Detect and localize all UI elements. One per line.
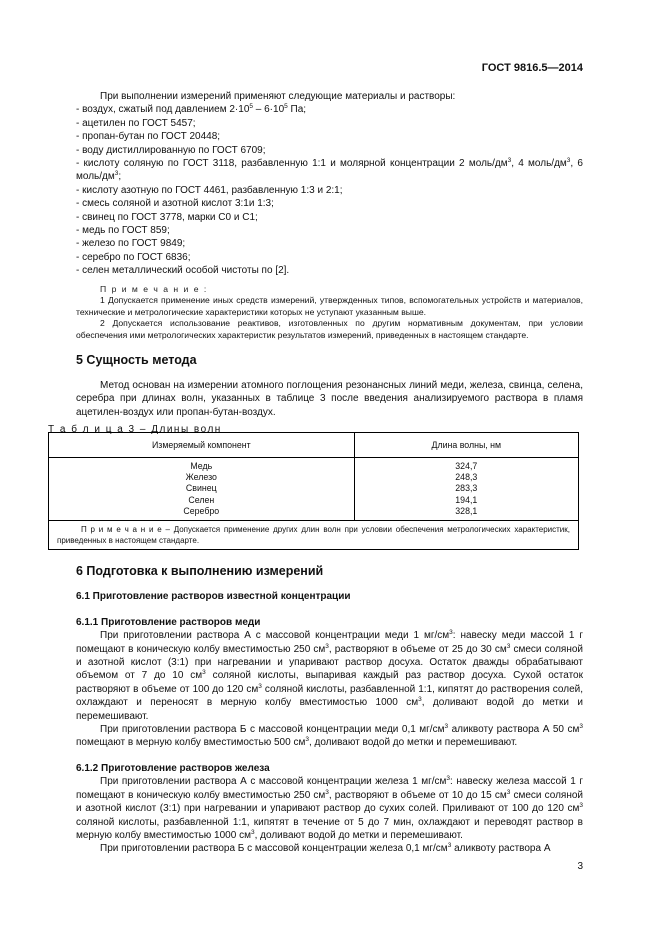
section-6-1-title: 6.1 Приготовление растворов известной концентрации (76, 591, 351, 603)
note-2: 2 Допускается использование реактивов, изготовленных по другим нормативным документам, при условии обеспечения ими метрологических характеристик результатов измерений, приведенных в настоящем стандарте. (76, 318, 583, 341)
material-water: - воду дистиллированную по ГОСТ 6709; (76, 144, 266, 156)
materials-intro: При выполнении измерений применяют следующие материалы и растворы: (100, 91, 456, 102)
table-component-cell: Медь Железо Свинец Селен Серебро (49, 458, 355, 521)
table-3-caption: Т а б л и ц а 3 – Длины волн (48, 424, 222, 436)
document-body (48, 90, 583, 437)
section-6-1-1-title: 6.1.1 Приготовление растворов меди (76, 616, 261, 628)
section-6-title: 6 Подготовка к выполнению измерений (76, 564, 324, 578)
material-hno3: - кислоту азотную по ГОСТ 4461, разбавленную 1:3 и 2:1; (76, 184, 343, 196)
section-6 (76, 565, 583, 856)
material-selenium: - селен металлический особой чистоты по [2]. (76, 265, 290, 277)
material-iron: - железо по ГОСТ 9849; (76, 238, 186, 250)
material-acetylene: - ацетилен по ГОСТ 5457; (76, 117, 196, 129)
page-number: 3 (577, 861, 583, 872)
material-copper: - медь по ГОСТ 859; (76, 225, 170, 237)
table-col-header: Длина волны, нм (354, 433, 578, 458)
table-3 (48, 432, 579, 550)
material-silver: - серебро по ГОСТ 6836; (76, 251, 191, 263)
material-air: - воздух, сжатый под давлением $2\cdot 10^5 - 6\cdot 10^5$ Па; (76, 103, 307, 116)
material-mix: - смесь соляной и азотной кислот 3:1и 1:3; (76, 198, 274, 210)
table-col-header: Измеряемый компонент (49, 433, 355, 458)
section-5-title: 5 Сущность метода (76, 352, 197, 367)
material-propane: - пропан-бутан по ГОСТ 20448; (76, 131, 221, 143)
note-1: 1 Допускается применение иных средств измерений, утвержденных типов, вспомогательных устройств и материалов, технические и метрологические характеристики которых не уступают указанным выше. (76, 295, 583, 317)
copper-solution-a: При приготовлении раствора А с массовой концентрации меди 1 $мг/см^3$: навеску меди массой 1 г помещают в коническую колбу вместимостью 250 $см^3$, растворяют в объеме от 25 до 30 $см^3$ смеси соляной и азотной кислот (3:1) при нагревании и упаривают раствор досуха. Остаток дважды обрабатывают объемом от 7 до 10 $см^3$ соляной кислоты, выпаривая каждый раз раствор досуха. Сухой остаток растворяют в объеме от 100 до 120 $см^3$ соляной кислоты, разбавленной 1:1, кипятят до растворения солей, охлаждают и переносят в мерную колбу вместимостью 1000 $см^3$, доливают водой до метки и перемешивают. (76, 629, 584, 722)
iron-solution-a: При приготовлении раствора А с массовой концентрации железа 1 $мг/см^3$: навеску железа массой 1 г помещают в коническую колбу вместимостью 250 $см^3$, растворяют в объеме от 10 до 15 $см^3$ смеси соляной и азотной кислот (3:1) при нагревании и упаривают раствор до сухих солей. Приливают от 100 до 120 $см^3$ соляной кислоты, разбавленной 1:1, кипятят в течение от 5 до 7 мин, охлаждают и переводят раствор в мерную колбу вместимостью 1000 $см^3$, доливают водой до метки и перемешивают. (76, 775, 583, 841)
material-lead: - свинец по ГОСТ 3778, марки С0 и С1; (76, 211, 258, 223)
iron-solution-b: При приготовлении раствора Б с массовой концентрации железа 0,1 $мг/см^3$ аликвоту раствора А (100, 842, 551, 855)
table-wavelength-cell: 324,7 248,3 283,3 194,1 328,1 (354, 458, 578, 521)
section-6-1-2-title: 6.1.2 Приготовление растворов железа (76, 762, 270, 774)
table-note: П р и м е ч а н и е – Допускается применение других длин волн при условии обеспечения метрологических характеристик, приведенных в настоящем стандарте. (49, 521, 579, 550)
table-3-wrapper (48, 432, 579, 550)
note-label: П р и м е ч а н и е : (100, 283, 208, 294)
section-5-text: Метод основан на измерении атомного поглощения резонансных линий меди, железа, свинца, селена, серебра при длинах волн, указанных в таблице 3 после введения анализируемого раствора в пламя ацетилен-воздух или пропан-бутан-воздух. (76, 380, 583, 418)
material-hcl: - кислоту соляную по ГОСТ 3118, разбавленную 1:1 и молярной концентрации 2 моль/$дм^3$, 4 моль/$дм^3$, 6 моль/$дм^3$; (76, 157, 583, 183)
copper-solution-b: При приготовлении раствора Б с массовой концентрации меди 0,1 $мг/см^3$ аликвоту раствора А 50 $см^3$ помещают в мерную колбу вместимостью 500 $см^3$, доливают водой до метки и перемешивают. (76, 723, 583, 749)
document-header: ГОСТ 9816.5—2014 (481, 62, 583, 74)
